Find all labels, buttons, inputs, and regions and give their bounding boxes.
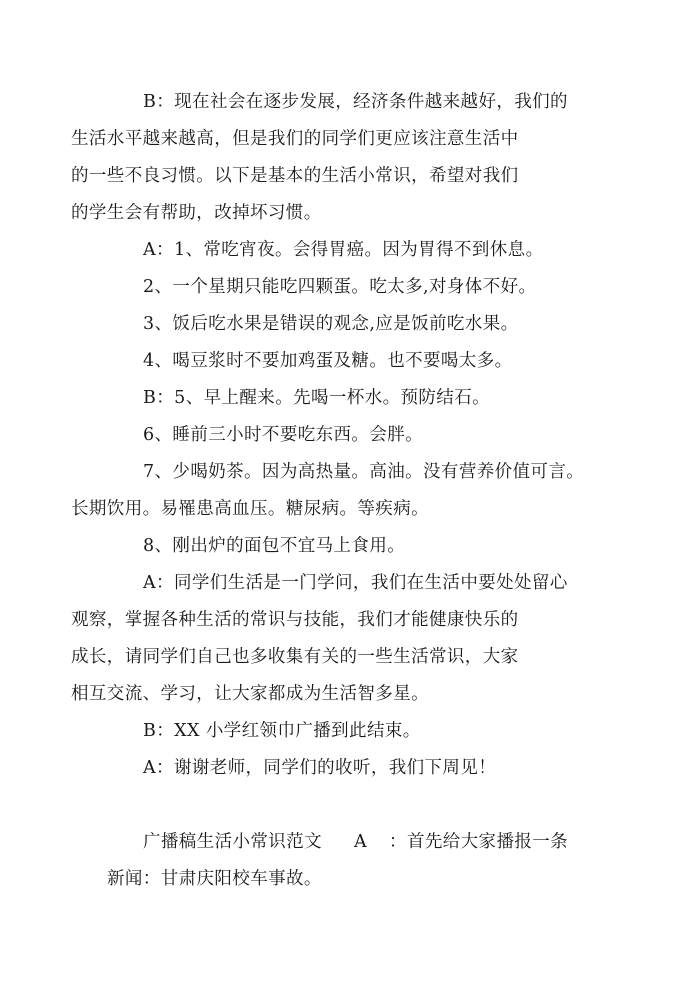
closing-line-1: A：同学们生活是一门学问，我们在生活中要处处留心 xyxy=(143,573,568,593)
next-article-heading xyxy=(107,824,597,861)
intro-line-4: 的学生会有帮助，改掉坏习惯。 xyxy=(71,203,322,223)
intro-paragraph xyxy=(71,84,597,232)
intro-line-2: 生活水平越来越高，但是我们的同学们更应该注意生活中 xyxy=(71,129,519,149)
tip-item-8: 8、刚出炉的面包不宜马上食用。 xyxy=(143,536,406,556)
end-announcement-a: A：谢谢老师，同学们的收听，我们下周见！ xyxy=(143,758,497,778)
closing-line-3: 成长，请同学们自己也多收集有关的一些生活常识，大家 xyxy=(71,647,519,667)
tip-item-7 xyxy=(71,454,597,528)
tip-item-7-line-1: 7、少喝奶茶。因为高热量。高油。没有营养价值可言。 xyxy=(143,462,585,482)
next-article-title: 广播稿生活小常识范文 xyxy=(143,832,322,852)
closing-line-4: 相互交流、学习，让大家都成为生活智多星。 xyxy=(71,684,429,704)
document-page xyxy=(71,84,597,898)
tip-item-3: 3、饭后吃水果是错误的观念,应是饭前吃水果。 xyxy=(143,314,519,334)
tip-item-6: 6、睡前三小时不要吃东西。会胖。 xyxy=(143,425,424,445)
closing-line-2: 观察，掌握各种生活的常识与技能，我们才能健康快乐的 xyxy=(71,610,519,630)
tip-item-7-line-2: 长期饮用。易罹患高血压。糖尿病。等疾病。 xyxy=(71,499,429,519)
intro-line-3: 的一些不良习惯。以下是基本的生活小常识，希望对我们 xyxy=(71,166,519,186)
tip-item-2: 2、一个星期只能吃四颗蛋。吃太多,对身体不好。 xyxy=(143,277,537,297)
tip-item-4: 4、喝豆浆时不要加鸡蛋及糖。也不要喝太多。 xyxy=(143,351,513,371)
intro-line-1: B：现在社会在逐步发展，经济条件越来越好，我们的 xyxy=(143,92,568,112)
closing-paragraph xyxy=(71,565,597,713)
tip-item-1: A：1、常吃宵夜。会得胃癌。因为胃得不到休息。 xyxy=(143,240,544,260)
section-spacer xyxy=(107,787,597,824)
tip-item-5: B：5、早上醒来。先喝一杯水。预防结石。 xyxy=(143,388,490,408)
next-article-speaker: A xyxy=(354,832,368,852)
next-article-text: ：首先给大家播报一条 xyxy=(389,832,569,852)
next-article-line-2: 新闻：甘肃庆阳校车事故。 xyxy=(107,869,322,889)
end-announcement-b: B：XX 小学红领巾广播到此结束。 xyxy=(143,721,421,741)
